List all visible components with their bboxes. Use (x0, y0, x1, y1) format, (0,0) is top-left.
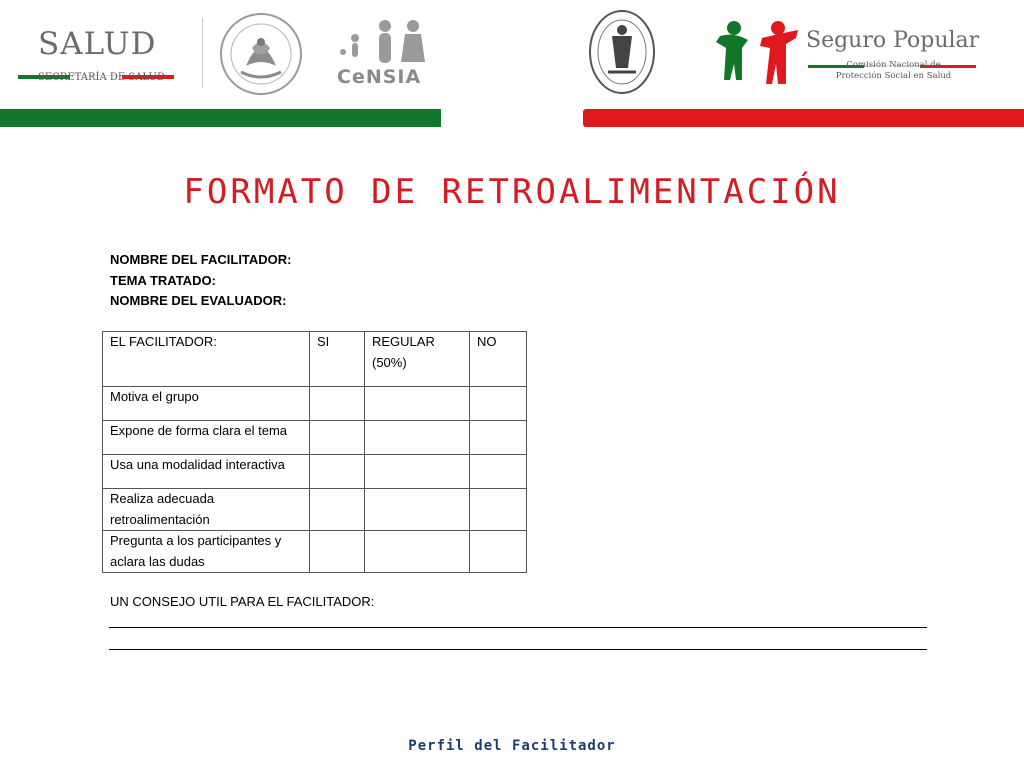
footer-title: Perfil del Facilitador (408, 738, 616, 754)
seguro-popular-subtitle-line2: Protección Social en Salud (835, 71, 952, 81)
cell-regular[interactable] (365, 421, 470, 455)
cell-no[interactable] (470, 531, 527, 573)
header-si: SI (310, 332, 365, 387)
hospital-seal-icon (586, 6, 658, 98)
table-header-row (103, 332, 527, 387)
table-row (103, 387, 527, 421)
header-facilitator: EL FACILITADOR: (103, 332, 310, 387)
header-green-band (0, 109, 441, 127)
advice-line-2[interactable] (109, 649, 927, 650)
seguro-popular-subtitle-line1: Comisión Nacional de (846, 60, 941, 70)
salud-logo-tricolor-line (18, 66, 176, 70)
header-regular: REGULAR (50%) (365, 332, 470, 387)
censia-family-icon (333, 18, 435, 68)
seguro-popular-figures-icon (712, 18, 802, 88)
field-facilitator-name: NOMBRE DEL FACILITADOR: (110, 252, 292, 267)
header-no: NO (470, 332, 527, 387)
salud-logo-word: SALUD (38, 26, 157, 62)
cell-no[interactable] (470, 421, 527, 455)
row-criterion: Motiva el grupo (103, 387, 310, 421)
cell-no[interactable] (470, 489, 527, 531)
seguro-popular-title (806, 28, 979, 53)
row-criterion: Usa una modalidad interactiva (103, 455, 310, 489)
mexico-seal-icon (216, 10, 306, 98)
cell-no[interactable] (470, 455, 527, 489)
cell-si[interactable] (310, 455, 365, 489)
salud-logo (18, 26, 178, 88)
salud-logo-subtitle: SECRETARÍA DE SALUD (38, 72, 165, 83)
cell-no[interactable] (470, 387, 527, 421)
row-criterion: Pregunta a los participantes y aclara las dudas (103, 531, 310, 573)
seguro-popular-subtitle (806, 60, 981, 82)
advice-label: UN CONSEJO UTIL PARA EL FACILITADOR: (110, 594, 375, 609)
table-row (103, 421, 527, 455)
seguro-popular-first-word: Seguro (806, 28, 887, 53)
field-topic: TEMA TRATADO: (110, 272, 216, 288)
cell-si[interactable] (310, 531, 365, 573)
header (0, 0, 1024, 128)
page-title: FORMATO DE RETROALIMENTACIÓN (183, 172, 841, 212)
header-red-band (583, 109, 1024, 127)
cell-regular[interactable] (365, 489, 470, 531)
cell-si[interactable] (310, 387, 365, 421)
cell-regular[interactable] (365, 387, 470, 421)
cell-si[interactable] (310, 421, 365, 455)
seguro-popular-logo (806, 28, 986, 84)
censia-logo (333, 18, 435, 90)
cell-regular[interactable] (365, 531, 470, 573)
form-fields (110, 250, 292, 312)
table-row (103, 489, 527, 531)
seguro-popular-tricolor-line (808, 55, 978, 58)
header-divider (202, 18, 203, 88)
table-row (103, 455, 527, 489)
field-evaluator-name: NOMBRE DEL EVALUADOR: (110, 293, 287, 308)
table-row (103, 531, 527, 573)
row-criterion: Expone de forma clara el tema (103, 421, 310, 455)
censia-logo-word: CeNSIA (337, 66, 422, 88)
cell-si[interactable] (310, 489, 365, 531)
advice-line-1[interactable] (109, 627, 927, 628)
cell-regular[interactable] (365, 455, 470, 489)
row-criterion: Realiza adecuada retroalimentación (103, 489, 310, 531)
seguro-popular-second-word: Popular (893, 28, 980, 53)
evaluation-table (102, 331, 527, 573)
